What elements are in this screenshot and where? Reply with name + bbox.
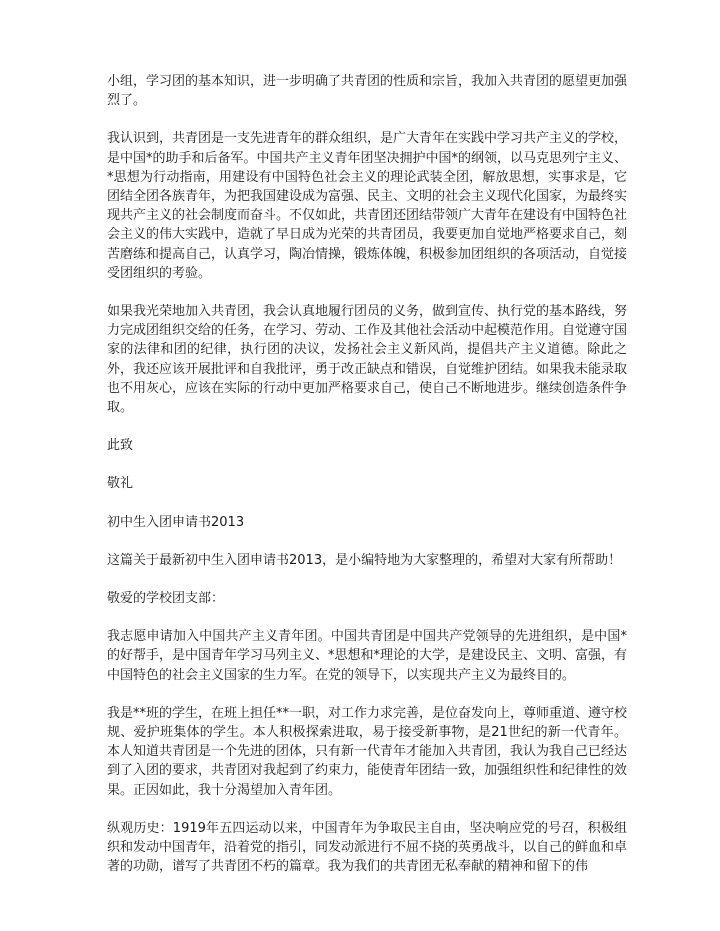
paragraph-3: 如果我光荣地加入共青团，我会认真地履行团员的义务，做到宣传、执行党的基本路线，努力完成团组织交给的任务，在学习、劳动、工作及其他社会活动中起模范作用。自觉遵守国家的法律和团的纪律，执行团的决议，发扬社会主义新风尚，提倡共产主义道德。除此之外，我还应该开展批评和自我批评，勇于改正缺点和错误，自觉维护团结。如果我未能录取也不用灰心，应该在实际的行动中更加严格要求自己，使自己不断地进步。继续创造条件争取。 [107,304,628,416]
document-body [107,72,627,896]
paragraph-4: 我志愿申请加入中国共产主义青年团。中国共青团是中国共产党领导的先进组织，是中国*的好帮手，是中国青年学习马列主义、*思想和*理论的大学，是建设民主、文明、富强，有中国特色的社会主义国家的生力军。在党的领导下，以实现共产主义为最终目的。 [107,629,628,683]
paragraph-5: 我是**班的学生，在班上担任**一职，对工作力求完善，是位奋发向上，尊师重道、遵守校规、爱护班集体的学生。本人积极探索进取，易于接受新事物，是21世纪的新一代青年。本人知道共青团是一个先进的团体，只有新一代青年才能加入共青团，我认为我自己已经达到了入团的要求，共青团对我起到了约束力，能使青年团结一致，加强组织性和纪律性的效果。正因如此，我十分渴望加入青年团。 [107,705,628,798]
closing-salutation: 此致 [107,438,134,454]
section-title: 初中生入团申请书2013 [107,514,245,530]
paragraph-6: 纵观历史：1919年五四运动以来，中国青年为争取民主自由，坚决响应党的号召，积极组织和发动中国青年，沿着党的指引，同发动派进行不屈不挠的英勇战斗，以自己的鲜血和卓著的功勋，谱写了共青团不朽的篇章。我为我们的共青团无私奉献的精神和留下的伟 [107,820,628,875]
letter-greeting: 敬爱的学校团支部： [107,591,225,607]
paragraph-2: 我认识到，共青团是一支先进青年的群众组织，是广大青年在实践中学习共产主义的学校，是中国*的助手和后备军。中国共产主义青年团坚决拥护中国*的纲领，以马克思列宁主义、*思想为行动指南，用建设有中国特色社会主义的理论武装全团，解放思想，实事求是，它团结全团各族青年，为把我国建设成为富强、民主、文明的社会主义现代化国家，为最终实现共产主义的社会制度而奋斗。不仅如此，共青团还团结带领广大青年在建设有中国特色社会主义的伟大实践中，造就了早日成为光荣的共青团员，我要更加自觉地严格要求自己，刻苦磨练和提高自己，认真学习，陶冶情操，锻炼体魄，积极参加团组织的各项活动，自觉接受团组织的考验。 [107,131,628,281]
closing-regards: 敬礼 [107,476,134,492]
intro-paragraph: 这篇关于最新初中生入团申请书2013，是小编特地为大家整理的，希望对大家有所帮助！ [107,552,622,568]
paragraph-1: 小组，学习团的基本知识，进一步明确了共青团的性质和宗旨，我加入共青团的愿望更加强烈了。 [107,74,628,109]
